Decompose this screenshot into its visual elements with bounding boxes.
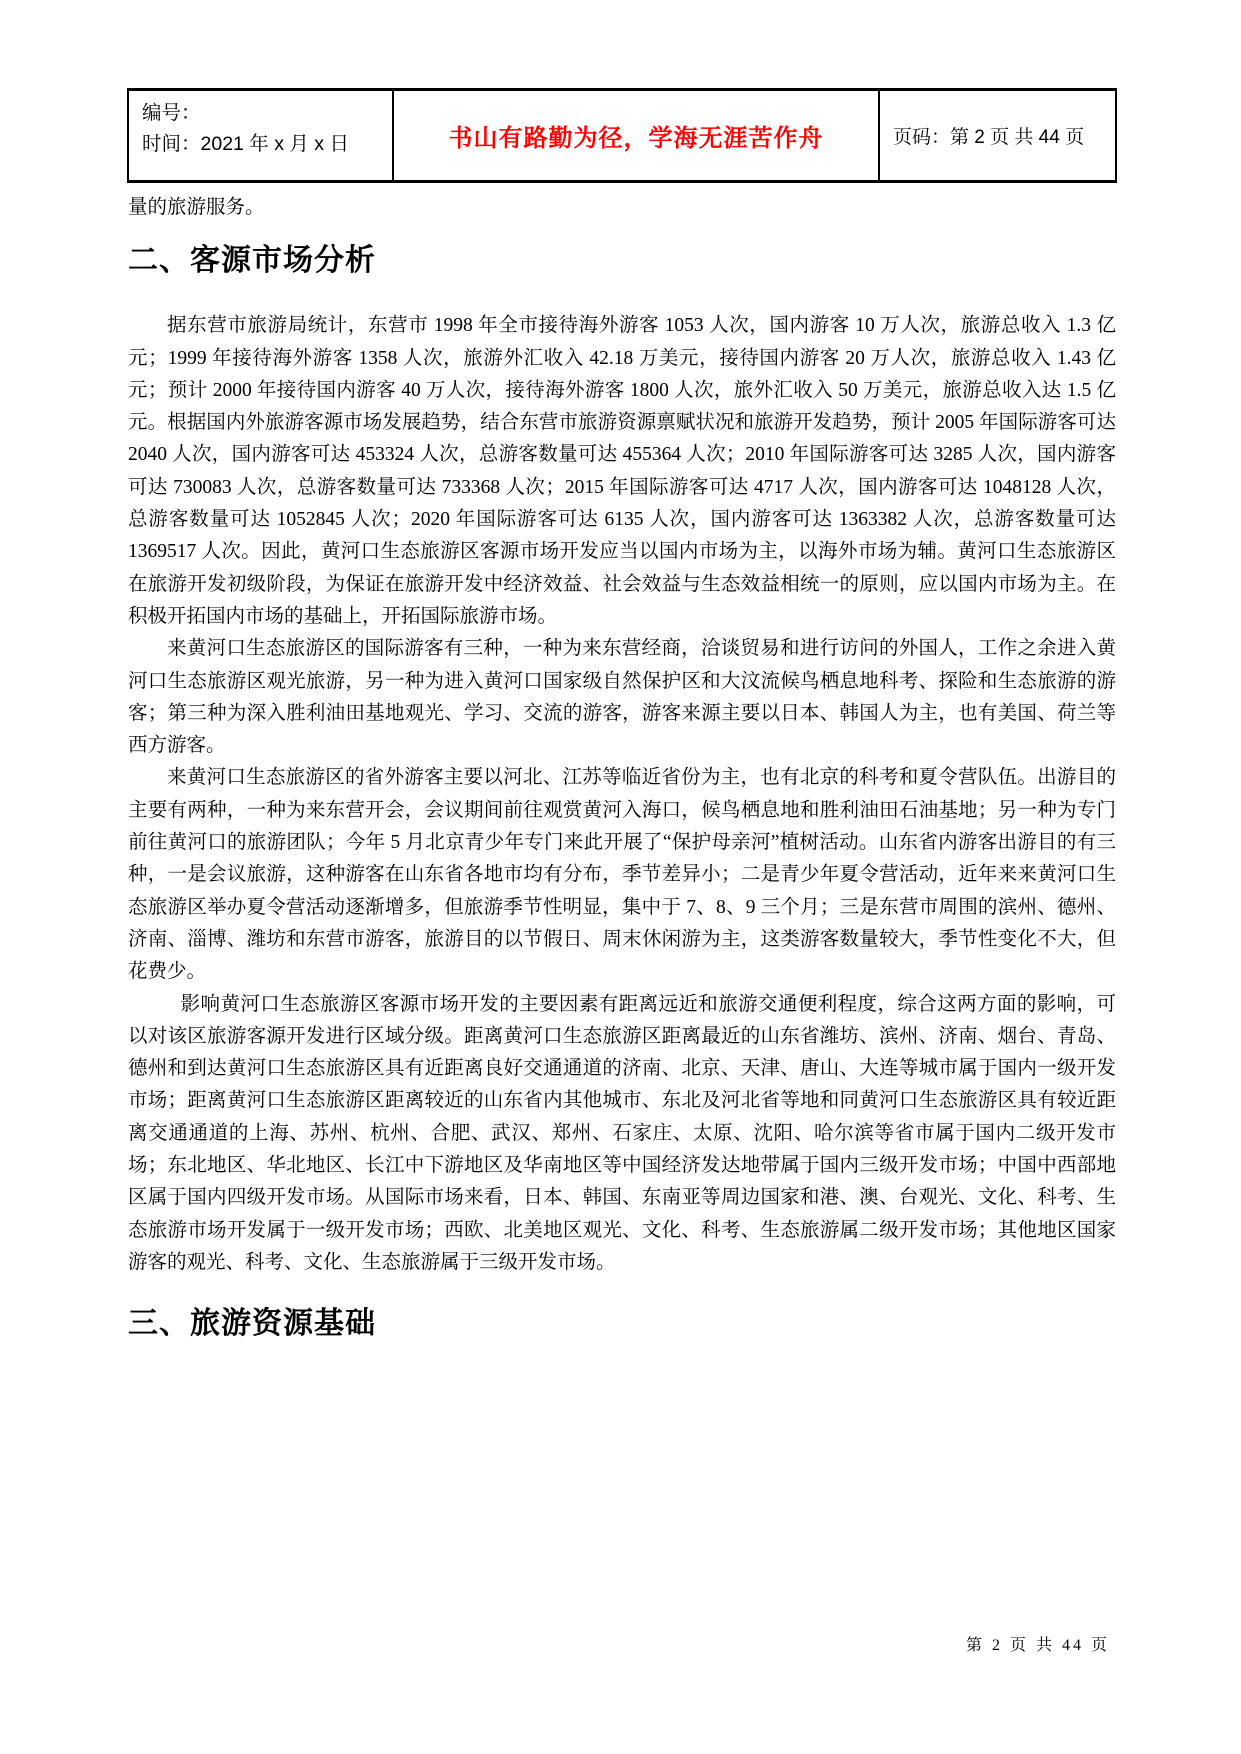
lead-paragraph: 量的旅游服务。 — [128, 197, 265, 218]
paragraph-statistics: 据东营市旅游局统计，东营市 1998 年全市接待海外游客 1053 人次，国内游客 10 万人次，旅游总收入 1.3 亿元；1999 年接待海外游客 1358 人次，旅游外汇收入 42.18 万美元，接待国内游客 20 万人次，旅游总收入 1.43 亿元；预计 2000 年接待国内游客 40 万人次，接待海外游客 1800 人次，旅外汇收入 50 万美元，旅游总收入达 1.5 亿元。根据国内外旅游客源市场发展趋势，结合东营市旅游资源禀赋状况和旅游开发趋势，预计 2005 年国际游客可达 2040 人次，国内游客可达 453324 人次，总游客数量可达 455364 人次；2010 年国际游客可达 3285 人次，国内游客可达 730083 人次，总游客数量可达 733368 人次；2015 年国际游客可达 4717 人次，国内游客可达 1048128 人次，总游客数量可达 1052845 人次；2020 年国际游客可达 6135 人次，国内游客可达 1363382 人次，总游客数量可达 1369517 人次。因此，黄河口生态旅游区客源市场开发应当以国内市场为主，以海外市场为辅。黄河口生态旅游区在旅游开发初级阶段，为保证在旅游开发中经济效益、社会效益与生态效益相统一的原则，应以国内市场为主。在积极开拓国内市场的基础上，开拓国际旅游市场。 — [128, 315, 1116, 627]
header-cell-page-number — [880, 91, 1115, 180]
page-number-label: 页码：第 2 页 共 44 页 — [893, 127, 1085, 148]
slogan-text: 书山有路勤为径，学海无涯苦作舟 — [448, 125, 824, 152]
section-heading-market-analysis: 二、客源市场分析 — [128, 244, 376, 278]
time-label: 时间：2021 年 x 月 x 日 — [142, 133, 349, 155]
header-table — [127, 88, 1117, 183]
section-heading-tourism-resources: 三、旅游资源基础 — [128, 1307, 376, 1341]
paragraph-international-tourists: 来黄河口生态旅游区的国际游客有三种，一种为来东营经商，洽谈贸易和进行访问的外国人，工作之余进入黄河口生态旅游区观光旅游，另一种为进入黄河口国家级自然保护区和大汶流候鸟栖息地科考、探险和生态旅游的游客；第三种为深入胜利油田基地观光、学习、交流的游客，游客来源主要以日本、韩国人为主，也有美国、荷兰等西方游客。 — [128, 638, 1116, 757]
paragraph-domestic-tourists: 来黄河口生态旅游区的省外游客主要以河北、江苏等临近省份为主，也有北京的科考和夏令营队伍。出游目的主要有两种，一种为来东营开会，会议期间前往观赏黄河入海口，候鸟栖息地和胜利油田石油基地；另一种为专门前往黄河口的旅游团队；今年 5 月北京青少年专门来此开展了“保护母亲河”植树活动。山东省内游客出游目的有三种，一是会议旅游，这种游客在山东省各地市均有分布，季节差异小；二是青少年夏令营活动，近年来来黄河口生态旅游区举办夏令营活动逐渐增多，但旅游季节性明显，集中于 7、8、9 三个月；三是东营市周围的滨州、德州、济南、淄博、潍坊和东营市游客，旅游目的以节假日、周末休闲游为主，这类游客数量较大，季节性变化不大，但花费少。 — [128, 767, 1116, 983]
header-cell-number-time — [129, 91, 394, 180]
footer-page-indicator: 第 2 页 共 44 页 — [965, 1637, 1110, 1654]
header-cell-slogan — [394, 91, 880, 180]
document-body — [128, 192, 1116, 1343]
number-label: 编号： — [142, 102, 201, 124]
paragraph-market-grading: 影响黄河口生态旅游区客源市场开发的主要因素有距离远近和旅游交通便利程度，综合这两方面的影响，可以对该区旅游客源开发进行区域分级。距离黄河口生态旅游区距离最近的山东省潍坊、滨州、济南、烟台、青岛、德州和到达黄河口生态旅游区具有近距离良好交通通道的济南、北京、天津、唐山、大连等城市属于国内一级开发市场；距离黄河口生态旅游区距离较近的山东省内其他城市、东北及河北省等地和同黄河口生态旅游区具有较近距离交通通道的上海、苏州、杭州、合肥、武汉、郑州、石家庄、太原、沈阳、哈尔滨等省市属于国内二级开发市场；东北地区、华北地区、长江中下游地区及华南地区等中国经济发达地带属于国内三级开发市场；中国中西部地区属于国内四级开发市场。从国际市场来看，日本、韩国、东南亚等周边国家和港、澳、台观光、文化、科考、生态旅游市场开发属于一级开发市场；西欧、北美地区观光、文化、科考、生态旅游属二级开发市场；其他地区国家游客的观光、科考、文化、生态旅游属于三级开发市场。 — [128, 993, 1116, 1273]
